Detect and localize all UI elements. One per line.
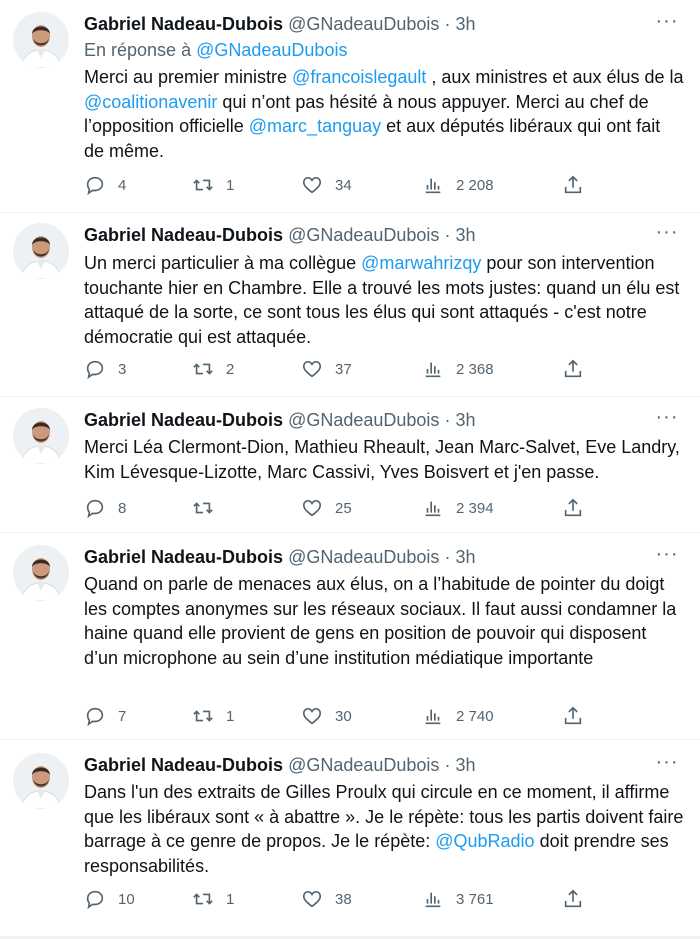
- reply-count: 7: [118, 707, 127, 725]
- views-button[interactable]: [422, 704, 494, 728]
- like-count: 37: [335, 360, 352, 378]
- reply-icon: [84, 705, 106, 727]
- author-name[interactable]: Gabriel Nadeau-Dubois: [84, 410, 284, 430]
- tweet-text-segment: pour son intervention touchante hier en Chambre. Elle a trouvé les mots justes: quand un élu est attaqué de la sorte, ce sont tous les élus qui sont attaqués - c'est notre démocratie qui est attaquée.: [84, 253, 680, 347]
- heart-icon: [301, 497, 323, 519]
- views-icon: [422, 705, 444, 727]
- reply-icon: [84, 174, 106, 196]
- tweet-text-segment: et aux députés libéraux qui ont fait de même.: [84, 116, 661, 161]
- retweet-icon: [192, 358, 214, 380]
- views-button[interactable]: [422, 887, 494, 911]
- views-button[interactable]: [422, 496, 494, 520]
- author-name[interactable]: Gabriel Nadeau-Dubois: [84, 225, 284, 245]
- avatar[interactable]: [13, 223, 69, 279]
- divider: [0, 212, 700, 213]
- share-icon: [562, 705, 584, 727]
- reply-icon: [84, 358, 106, 380]
- tweet-header: [84, 545, 475, 569]
- tweet[interactable]: [0, 545, 700, 730]
- timestamp[interactable]: 3h: [455, 225, 476, 245]
- tweet[interactable]: [0, 12, 700, 208]
- retweet-count: 1: [226, 707, 235, 725]
- retweet-button[interactable]: [192, 496, 226, 520]
- avatar[interactable]: [13, 408, 69, 464]
- more-icon[interactable]: ···: [655, 221, 679, 243]
- like-button[interactable]: [301, 704, 352, 728]
- reply-count: 10: [118, 890, 135, 908]
- timestamp[interactable]: 3h: [455, 14, 476, 34]
- retweet-button[interactable]: [192, 173, 234, 197]
- retweet-count: 1: [226, 176, 235, 194]
- author-handle[interactable]: @GNadeauDubois: [288, 547, 440, 567]
- timestamp[interactable]: 3h: [455, 755, 476, 775]
- author-name[interactable]: Gabriel Nadeau-Dubois: [84, 14, 284, 34]
- heart-icon: [301, 358, 323, 380]
- tweet[interactable]: [0, 753, 700, 923]
- share-icon: [562, 888, 584, 910]
- avatar[interactable]: [13, 753, 69, 809]
- retweet-button[interactable]: [192, 887, 234, 911]
- like-count: 30: [335, 707, 352, 725]
- reply-prefix: En réponse à: [84, 40, 192, 60]
- retweet-icon: [192, 174, 214, 196]
- views-icon: [422, 174, 444, 196]
- share-button[interactable]: [562, 496, 584, 520]
- views-button[interactable]: [422, 173, 494, 197]
- reply-button[interactable]: [84, 173, 126, 197]
- tweet-header: [84, 753, 475, 777]
- share-button[interactable]: [562, 173, 584, 197]
- author-name[interactable]: Gabriel Nadeau-Dubois: [84, 547, 284, 567]
- view-count: 2 394: [456, 499, 494, 517]
- share-icon: [562, 497, 584, 519]
- separator-dot: ·: [444, 410, 451, 430]
- like-button[interactable]: [301, 496, 352, 520]
- author-handle[interactable]: @GNadeauDubois: [288, 410, 440, 430]
- author-handle[interactable]: @GNadeauDubois: [288, 225, 440, 245]
- tweet-text-segment: Un merci particulier à ma collègue: [84, 253, 362, 273]
- views-icon: [422, 497, 444, 519]
- view-count: 2 740: [456, 707, 494, 725]
- avatar[interactable]: [13, 545, 69, 601]
- heart-icon: [301, 174, 323, 196]
- like-button[interactable]: [301, 887, 352, 911]
- reply-to-mention[interactable]: @GNadeauDubois: [196, 40, 348, 60]
- like-button[interactable]: [301, 173, 352, 197]
- reply-context: [84, 38, 347, 62]
- timestamp[interactable]: 3h: [455, 547, 476, 567]
- tweet-text-segment: Merci Léa Clermont-Dion, Mathieu Rheault, Jean Marc-Salvet, Eve Landry, Kim Lévesque-Lizotte, Marc Cassivi, Yves Boisvert et j'en passe.: [84, 437, 680, 482]
- retweet-icon: [192, 888, 214, 910]
- tweet-text: [84, 435, 684, 484]
- reply-button[interactable]: [84, 887, 135, 911]
- view-count: 3 761: [456, 890, 494, 908]
- author-handle[interactable]: @GNadeauDubois: [288, 755, 440, 775]
- author-name[interactable]: Gabriel Nadeau-Dubois: [84, 755, 284, 775]
- tweet-text-segment: Quand on parle de menaces aux élus, on a l’habitude de pointer du doigt les comptes anonymes sur les réseaux sociaux. Il faut aussi condamner la haine quand elle provient de gens en position de pouvoir qui disposent d’un microphone au sein d’une institution médiatique importante: [84, 574, 677, 668]
- separator-dot: ·: [444, 547, 451, 567]
- more-icon[interactable]: ···: [655, 406, 679, 428]
- share-icon: [562, 174, 584, 196]
- tweet-text: [84, 65, 684, 163]
- more-icon[interactable]: ···: [655, 10, 679, 32]
- divider: [0, 532, 700, 533]
- share-icon: [562, 358, 584, 380]
- heart-icon: [301, 888, 323, 910]
- tweet-header: [84, 12, 475, 36]
- tweet-header: [84, 223, 475, 247]
- reply-count: 8: [118, 499, 127, 517]
- heart-icon: [301, 705, 323, 727]
- reply-button[interactable]: [84, 704, 126, 728]
- tweet-text-segment: doit prendre ses responsabilités.: [84, 831, 669, 876]
- share-button[interactable]: [562, 704, 584, 728]
- tweet-actions: [84, 357, 604, 381]
- separator-dot: ·: [444, 14, 451, 34]
- tweet[interactable]: [0, 223, 700, 393]
- reply-count: 3: [118, 360, 127, 378]
- author-handle[interactable]: @GNadeauDubois: [288, 14, 440, 34]
- views-icon: [422, 358, 444, 380]
- tweet-actions: [84, 704, 604, 728]
- retweet-button[interactable]: [192, 357, 234, 381]
- tweet-header: [84, 408, 475, 432]
- mention-link[interactable]: @QubRadio: [435, 831, 535, 851]
- mention-link[interactable]: @coalitionavenir: [84, 91, 218, 112]
- tweet-actions: [84, 887, 604, 911]
- tweet-text-segment: qui n’ont pas hésité à nous appuyer. Merci au chef de l’opposition officielle: [84, 91, 649, 136]
- retweet-button[interactable]: [192, 704, 234, 728]
- tweet-text-segment: Dans l'un des extraits de Gilles Proulx qui circule en ce moment, il affirme que les libéraux sont « à abattre ». Je le répète: tous les partis doivent faire barrage à ce genre de propos. Je le répète:: [84, 782, 684, 851]
- reply-count: 4: [118, 176, 127, 194]
- separator-dot: ·: [444, 755, 451, 775]
- tweet-actions: [84, 173, 604, 197]
- avatar[interactable]: [13, 12, 69, 68]
- tweet-text-segment: , aux ministres et aux élus de la: [426, 67, 684, 87]
- mention-link[interactable]: @francoislegault: [292, 67, 427, 87]
- tweet-text: [84, 572, 684, 670]
- retweet-icon: [192, 497, 214, 519]
- retweet-count: 1: [226, 890, 235, 908]
- like-button[interactable]: [301, 357, 352, 381]
- share-button[interactable]: [562, 357, 584, 381]
- reply-button[interactable]: [84, 357, 126, 381]
- view-count: 2 208: [456, 176, 494, 194]
- tweet-text: [84, 780, 684, 878]
- separator-dot: ·: [444, 225, 451, 245]
- tweet-text: [84, 251, 684, 349]
- like-count: 25: [335, 499, 352, 517]
- reply-icon: [84, 888, 106, 910]
- reply-icon: [84, 497, 106, 519]
- tweet-actions: [84, 496, 604, 520]
- like-count: 38: [335, 890, 352, 908]
- views-icon: [422, 888, 444, 910]
- divider: [0, 739, 700, 740]
- mention-link[interactable]: @marwahrizqy: [361, 253, 482, 273]
- reply-button[interactable]: [84, 496, 126, 520]
- view-count: 2 368: [456, 360, 494, 378]
- views-button[interactable]: [422, 357, 494, 381]
- tweet-text-segment: Merci au premier ministre: [84, 67, 293, 87]
- mention-link[interactable]: @marc_tanguay: [248, 116, 382, 136]
- retweet-count: 2: [226, 360, 235, 378]
- share-button[interactable]: [562, 887, 584, 911]
- timestamp[interactable]: 3h: [455, 410, 476, 430]
- tweet[interactable]: [0, 408, 700, 528]
- retweet-icon: [192, 705, 214, 727]
- more-icon[interactable]: ···: [655, 543, 679, 565]
- divider: [0, 396, 700, 397]
- more-icon[interactable]: ···: [655, 751, 679, 773]
- like-count: 34: [335, 176, 352, 194]
